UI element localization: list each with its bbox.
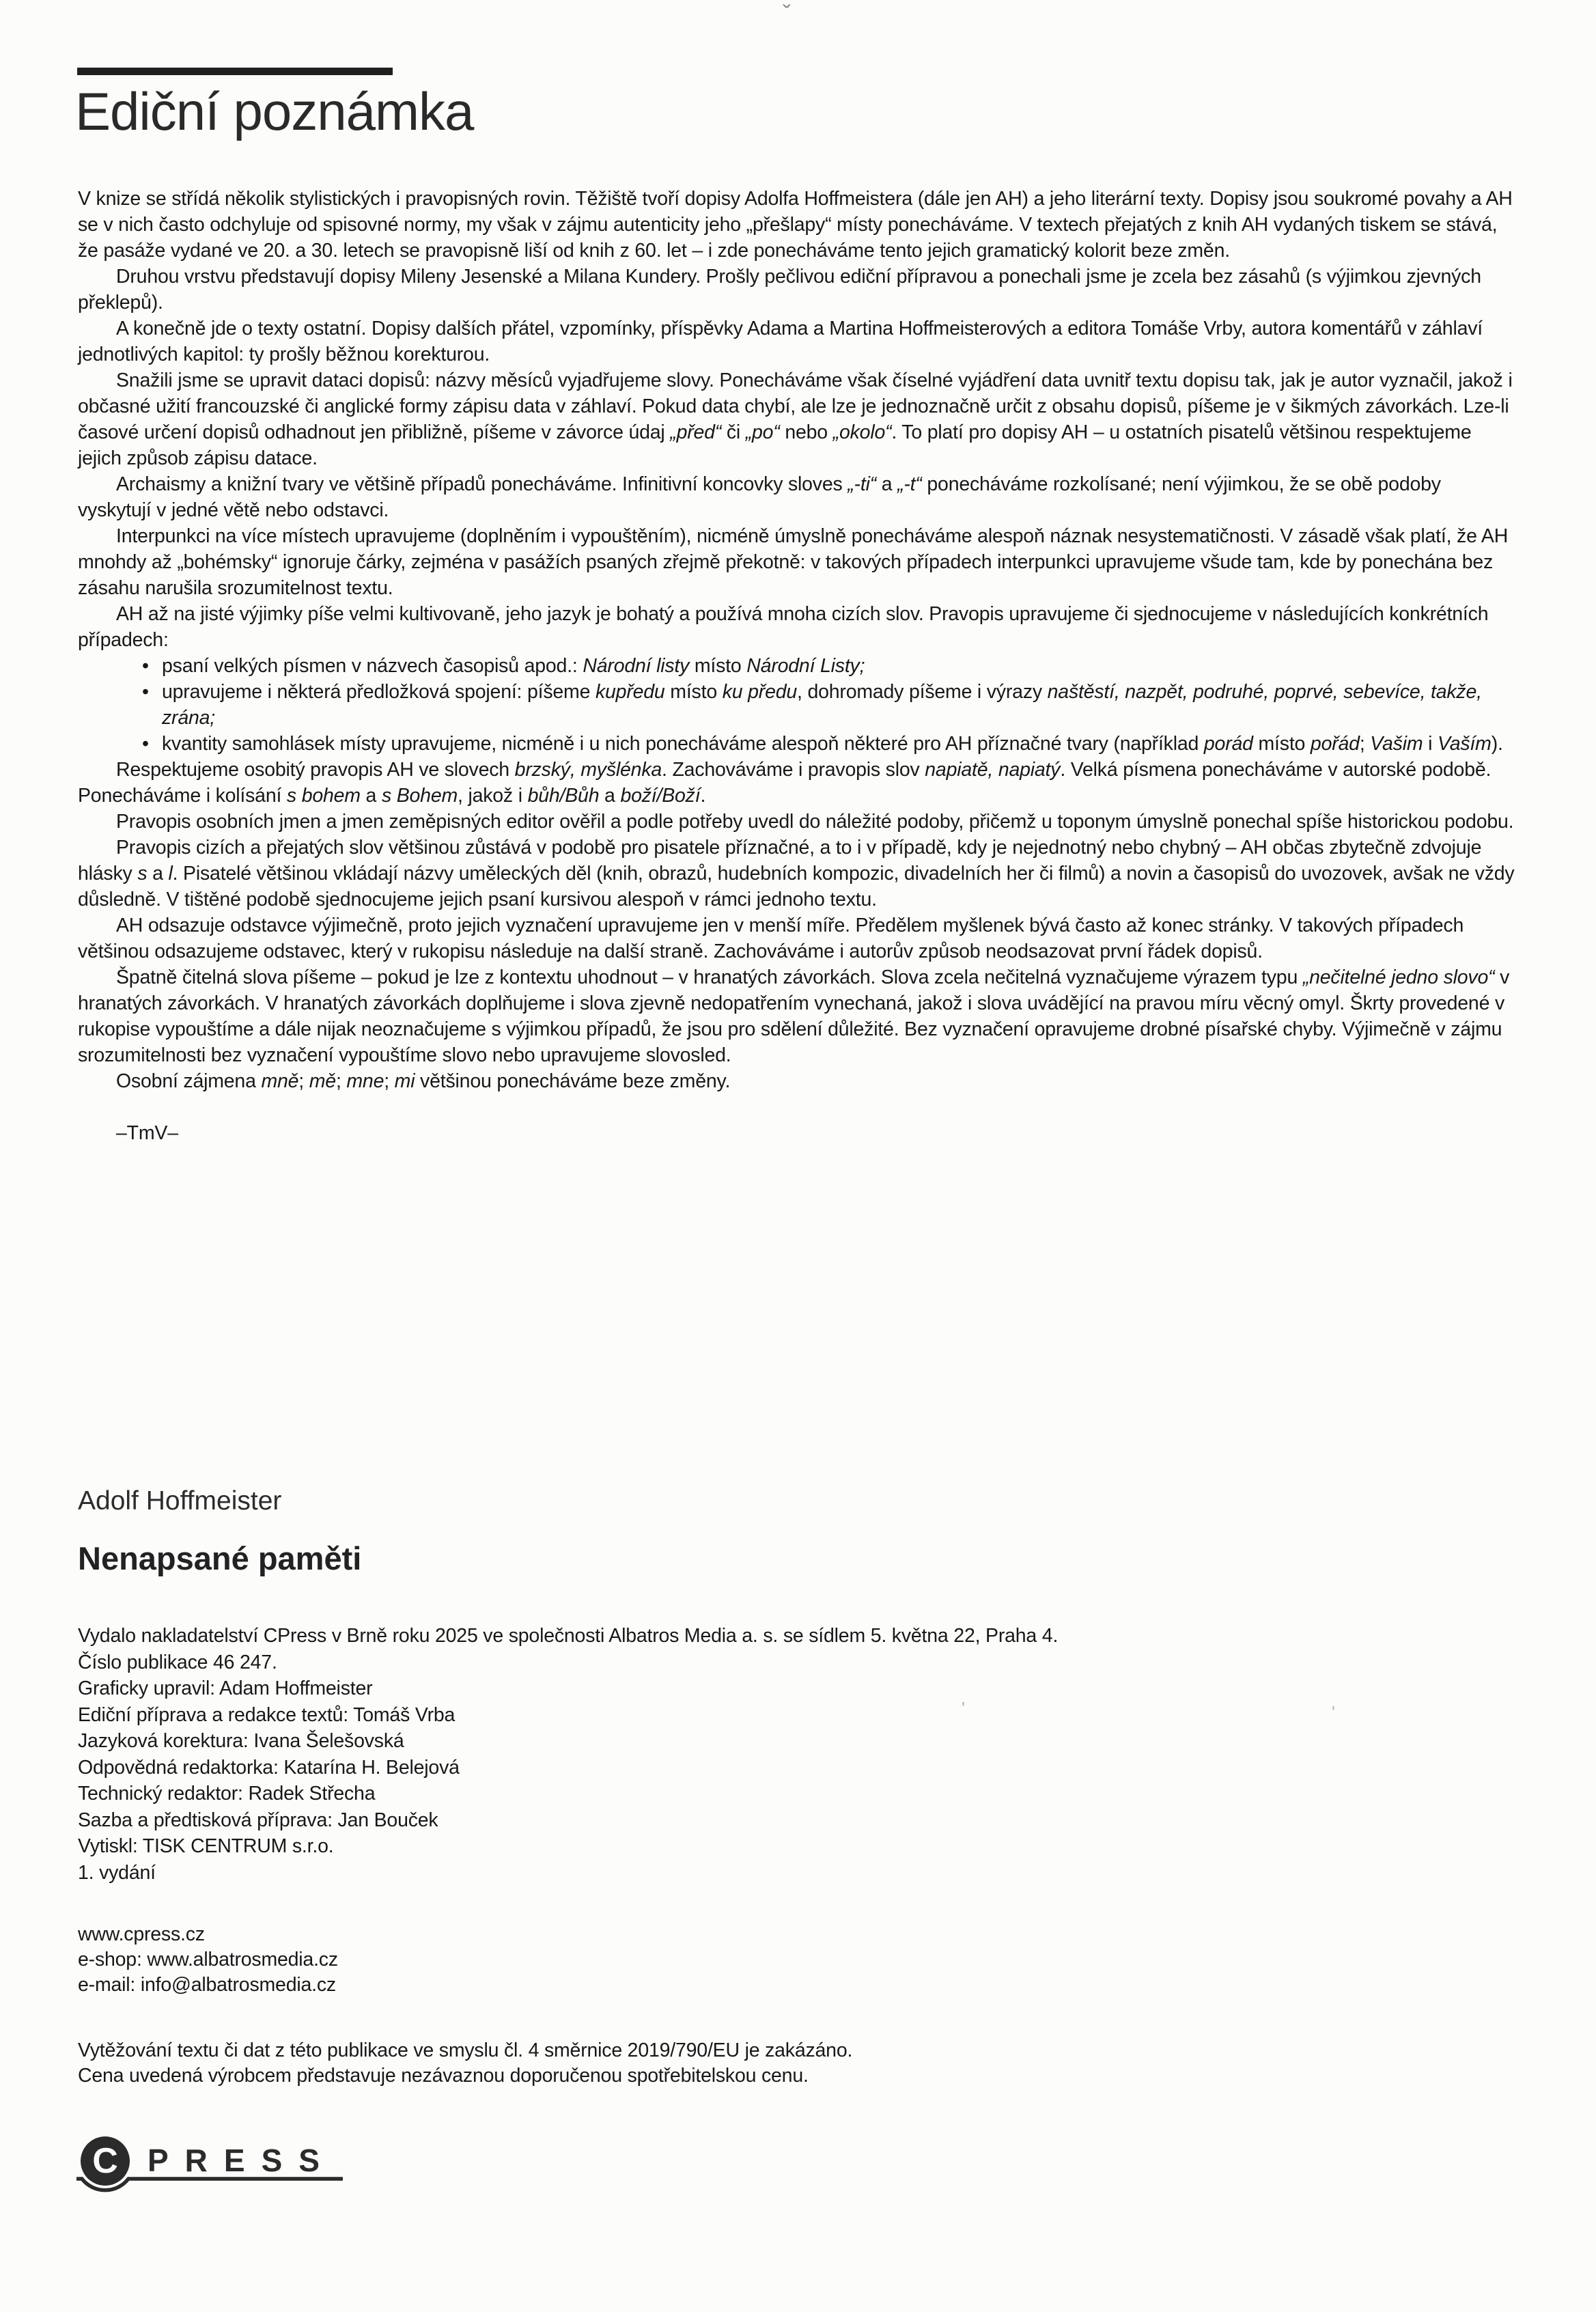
paragraph: AH odsazuje odstavce výjimečně, proto jejich vyznačení upravujeme jen v menší míře. Předělem myšlenek bývá často až konec stránky. V takových případech většinou odsazujeme odstavec, který v rukopisu následuje na další straně. Zachováváme i autorův způsob neodsazovat první řádek dopisů. [78, 915, 1464, 962]
list-item-text: upravujeme i některá předložková spojení: píšeme kupředu místo ku předu, dohromady píšeme i výrazy naštěstí, nazpět, podruhé, poprvé, sebevíce, takže, zrána; [162, 681, 1482, 729]
imprint-line: Číslo publikace 46 247. [78, 1651, 277, 1673]
logo-wordmark: PRESS [148, 2143, 336, 2178]
imprint-line: Ediční příprava a redakce textů: Tomáš Vrba [78, 1703, 456, 1726]
editor-initials: –TmV– [116, 1122, 178, 1144]
bullet-icon: • [142, 681, 149, 703]
paragraph: Druhou vrstvu představují dopisy Mileny Jesenské a Milana Kundery. Prošly pečlivou ediční přípravou a ponechali jsme je zcela bez zásahů (s výjimkou zjevných překlepů). [78, 266, 1481, 314]
imprint-line: Odpovědná redaktorka: Katarína H. Belejová [78, 1756, 460, 1779]
paragraph-group-top [78, 186, 1516, 653]
contact-block [78, 1922, 338, 1998]
imprint-line: Vytiskl: TISK CENTRUM s.r.o. [78, 1835, 334, 1857]
scan-artifact: ' [962, 1698, 965, 1718]
list-item [78, 731, 1516, 757]
paragraph: Osobní zájmena mně; mě; mne; mi většinou ponecháváme beze změny. [116, 1070, 731, 1092]
scan-mark-icon: ˇ [783, 0, 791, 28]
bullet-icon: • [142, 733, 149, 755]
bullet-list [78, 653, 1516, 757]
author-block [78, 1486, 361, 1577]
paragraph: V knize se střídá několik stylistických i pravopisných rovin. Těžiště tvoří dopisy Adolfa Hoffmeistera (dále jen AH) a jeho literární texty. Dopisy jsou soukromé povahy a AH se v nich často odchyluje od spisovné normy, my však v zájmu autenticity jeho „přešlapy“ místy ponecháváme. V textech přejatých z knih AH vydaných tiskem se stává, že pasáže vydané ve 20. a 30. letech se pravopisně liší od knih z 60. let – i zde ponecháváme tento jejich gramatický kolorit beze změn. [78, 188, 1513, 262]
paragraph: Archaismy a knižní tvary ve většině případů ponecháváme. Infinitivní koncovky sloves „-ti“ a „-t“ ponecháváme rozkolísané; není výjimkou, že se obě podoby vyskytují v jedné větě nebo odstavci. [78, 473, 1441, 521]
paragraph: Snažili jsme se upravit dataci dopisů: názvy měsíců vyjadřujeme slovy. Ponecháváme však číselné vyjádření data uvnitř textu dopisu tak, jak je autor vyznačil, jakož i občasné užití francouzské či anglické formy zápisu data v záhlaví. Pokud data chybí, ale lze je jednoznačně určit z obsahu dopisů, píšeme je v šikmých závorkách. Lze-li časové určení dopisů odhadnout jen přibližně, píšeme v závorce údaj „před“ či „po“ nebo „okolo“. To platí pro dopisy AH – u ostatních pisatelů většinou respektujeme jejich způsob zápisu datace. [78, 370, 1513, 469]
list-item [78, 653, 1516, 679]
paragraph: Pravopis osobních jmen a jmen zeměpisných editor ověřil a podle potřeby uvedl do náležité podoby, přičemž u toponym úmyslně ponechal spíše historickou podobu. [116, 811, 1514, 833]
page-title: Ediční poznámka [75, 81, 474, 141]
list-item-text: kvantity samohlásek místy upravujeme, nicméně i u nich ponecháváme alespoň některé pro AH příznačné tvary (například porád místo pořád; Vašim i Vaším). [162, 733, 1503, 755]
legal-line: Vytěžování textu či dat z této publikace ve smyslu čl. 4 směrnice 2019/790/EU je zakázáno. [78, 2039, 853, 2061]
contact-line: e-mail: info@albatrosmedia.cz [78, 1974, 336, 1996]
bullet-icon: • [142, 655, 149, 677]
scan-artifact: ' [1332, 1702, 1335, 1723]
cpress-logo [75, 2134, 348, 2199]
legal-block [78, 2038, 852, 2089]
imprint-line: Graficky upravil: Adam Hoffmeister [78, 1677, 373, 1699]
paragraph: Interpunkci na více místech upravujeme (doplněním i vypouštěním), nicméně úmyslně ponecháváme alespoň náznak nesystematičnosti. V zásadě však platí, že AH mnohdy až „bohémsky“ ignoruje čárky, zejména v pasážích psaných zřejmě překotně: v takových případech interpunkci upravujeme všude tam, kde by ponechána bez zásahu narušila srozumitelnost textu. [78, 525, 1509, 599]
imprint-line: 1. vydání [78, 1861, 156, 1884]
logo-initial: C [92, 2141, 118, 2181]
paragraph: Respektujeme osobitý pravopis AH ve slovech brzský, myšlénka. Zachováváme i pravopis slov napiatě, napiatý. Velká písmena ponecháváme v autorské podobě. Ponecháváme i kolísání s bohem a s Bohem, jakož i bůh/Bůh a boží/Boží. [78, 759, 1492, 807]
list-item [78, 679, 1516, 731]
imprint-line: Sazba a předtisková příprava: Jan Bouček [78, 1809, 438, 1831]
list-item-text: psaní velkých písmen v názvech časopisů apod.: Národní listy místo Národní Listy; [162, 655, 865, 677]
legal-line: Cena uvedená výrobcem představuje nezávaznou doporučenou spotřebitelskou cenu. [78, 2065, 809, 2087]
imprint-line: Vydalo nakladatelství CPress v Brně roku 2025 ve společnosti Albatros Media a. s. se sídlem 5. května 22, Praha 4. [78, 1625, 1059, 1647]
author-name: Adolf Hoffmeister [78, 1486, 282, 1516]
paragraph: A konečně jde o texty ostatní. Dopisy dalších přátel, vzpomínky, příspěvky Adama a Martina Hoffmeisterových a editora Tomáše Vrby, autora komentářů v záhlaví jednotlivých kapitol: ty prošly běžnou korekturou. [78, 318, 1483, 365]
imprint-line: Technický redaktor: Radek Střecha [78, 1783, 376, 1805]
paragraph-group-bottom [78, 757, 1516, 1094]
editorial-note-text [78, 186, 1516, 1146]
imprint-line: Jazyková korektura: Ivana Šelešovská [78, 1730, 404, 1752]
paragraph: AH až na jisté výjimky píše velmi kultivovaně, jeho jazyk je bohatý a používá mnoha cizích slov. Pravopis upravujeme či sjednocujeme v následujících konkrétních případech: [78, 603, 1489, 651]
top-rule [77, 68, 393, 75]
imprint-block [78, 1623, 1058, 1886]
paragraph: Pravopis cizích a přejatých slov většinou zůstává v podobě pro pisatele příznačné, a to i v případě, kdy je nejednotný nebo chybný – AH občas zbytečně zdvojuje hlásky s a l. Pisatelé většinou vkládají názvy uměleckých děl (knih, obrazů, hudebních kompozic, divadelních her či filmů) a novin a časopisů do uvozovek, avšak ne vždy důsledně. V tištěné podobě sjednocujeme jejich psaní kursivou alespoň v rámci jednoho textu. [78, 837, 1515, 910]
paragraph: Špatně čitelná slova píšeme – pokud je lze z kontextu uhodnout – v hranatých závorkách. Slova zcela nečitelná vyznačujeme výrazem typu „nečitelné jedno slovo“ v hranatých závorkách. V hranatých závorkách doplňujeme i slova zjevně nedopatřením vynechaná, jakož i slova uvádějící na pravou míru věcný omyl. Škrty provedené v rukopise vypouštíme a dále nijak neoznačujeme s výjimkou případů, že jsou pro sdělení důležité. Bez vyznačení opravujeme drobné písařské chyby. Výjimečně v zájmu srozumitelnosti bez vyznačení vypouštíme slovo nebo upravujeme slovosled. [78, 966, 1510, 1066]
contact-line: www.cpress.cz [78, 1923, 205, 1945]
contact-line: e-shop: www.albatrosmedia.cz [78, 1949, 338, 1970]
book-title: Nenapsané paměti [78, 1540, 362, 1576]
